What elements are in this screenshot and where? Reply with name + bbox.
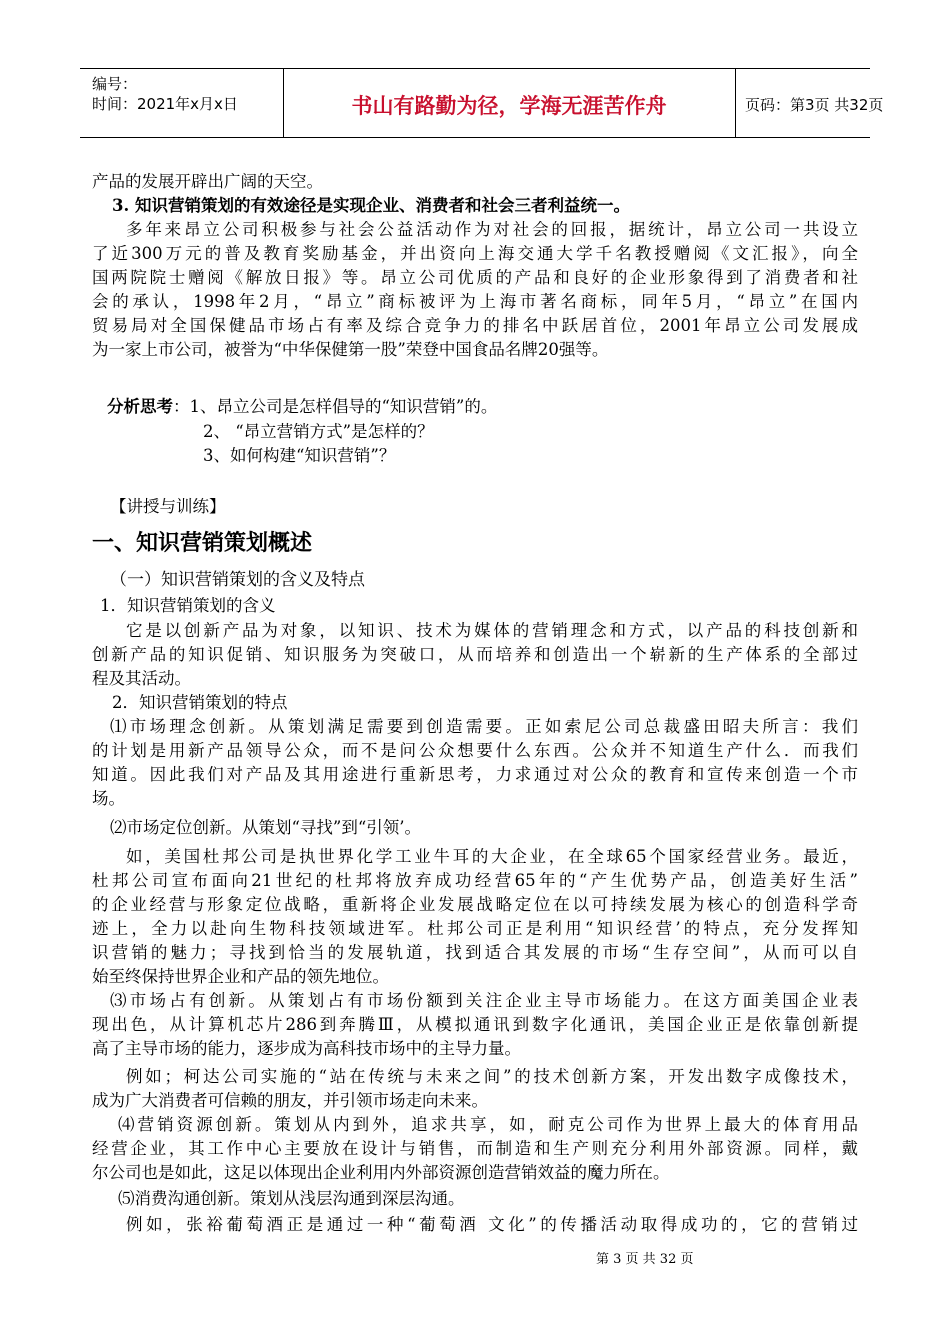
question-line: 3、如何构建“知识营销”？ bbox=[203, 446, 396, 465]
section-heading: 3. 知识营销策划的有效途径是实现企业、消费者和社会三者利益统一。 bbox=[112, 196, 630, 215]
question-text: ：1、昂立公司是怎样倡导的“知识营销”的。 bbox=[173, 397, 498, 416]
document-time-label: 时间：2021年x月x日 bbox=[92, 95, 238, 113]
question-line: 2、 “昂立营销方式”是怎样的？ bbox=[203, 422, 434, 441]
page-footer: 第 3 页 共 32 页 bbox=[596, 1252, 694, 1267]
paragraph-line: 高了主导市场的能力，逐步成为高科技市场中的主导力量。 bbox=[92, 1039, 521, 1058]
paragraph-line: ⑷营销资源创新。策划从内到外，追求共享，如，耐克公司作为世界上最大的体育用品 bbox=[118, 1115, 858, 1134]
paragraph-line: ⑴市场理念创新。从策划满足需要到创造需要。正如索尼公司总裁盛田昭夫所言：我们 bbox=[110, 717, 858, 736]
item-heading: 2．知识营销策划的特点 bbox=[112, 693, 288, 712]
header-page-cell bbox=[735, 69, 884, 137]
header-motto-cell bbox=[283, 69, 736, 137]
chapter-heading: 一、知识营销策划概述 bbox=[92, 531, 313, 556]
subsection-heading: （一）知识营销策划的含义及特点 bbox=[110, 570, 365, 590]
section-label: 【讲授与训练】 bbox=[110, 497, 226, 516]
paragraph-line: 场。 bbox=[92, 789, 125, 808]
header-page-number: 页码：第3页 共32页 bbox=[745, 96, 884, 114]
page-header bbox=[80, 68, 884, 138]
paragraph-line: 的计划是用新产品领导公众，而不是问公众想要什么东西。公众并不知道生产什么．而我们 bbox=[92, 741, 858, 760]
paragraph-line: 多年来昂立公司积极参与社会公益活动作为对社会的回报，据统计，昂立公司一共设立 bbox=[126, 220, 858, 239]
paragraph-line: 成为广大消费者可信赖的朋友，并引领市场走向未来。 bbox=[92, 1091, 488, 1110]
paragraph-line: 例如，张裕葡萄酒正是通过一种“葡萄酒 文化”的传播活动取得成功的，它的营销过 bbox=[126, 1215, 858, 1234]
header-motto: 书山有路勤为径，学海无涯苦作舟 bbox=[351, 94, 667, 118]
paragraph-line: 例如；柯达公司实施的“站在传统与未来之间”的技术创新方案，开发出数字成像技术， bbox=[126, 1067, 858, 1086]
paragraph-line: 现出色，从计算机芯片286到奔腾Ⅲ，从模拟通讯到数字化通讯，美国企业正是依靠创新提 bbox=[92, 1015, 858, 1034]
paragraph-line: ⑶市场占有创新。从策划占有市场份额到关注企业主导市场能力。在这方面美国企业表 bbox=[110, 991, 858, 1010]
question-label: 分析思考 bbox=[107, 397, 173, 416]
paragraph-line: 产品的发展开辟出广阔的天空。 bbox=[92, 172, 323, 191]
paragraph-line: 国两院院士赠阅《解放日报》等。昂立公司优质的产品和良好的企业形象得到了消费者和社 bbox=[92, 268, 858, 287]
paragraph-line: 了近300万元的普及教育奖励基金，并出资向上海交通大学千名教授赠阅《文汇报》，向全 bbox=[92, 244, 858, 263]
paragraph-line: 创新产品的知识促销、知识服务为突破口，从而培养和创造出一个崭新的生产体系的全部过 bbox=[92, 645, 858, 664]
paragraph-line: 尔公司也是如此，这足以体现出企业利用内外部资源创造营销效益的魔力所在。 bbox=[92, 1163, 670, 1182]
paragraph-line: 始至终保持世界企业和产品的领先地位。 bbox=[92, 967, 389, 986]
paragraph-line: 经营企业，其工作中心主要放在设计与销售，而制造和生产则充分利用外部资源。同样，戴 bbox=[92, 1139, 858, 1158]
item-heading: 1．知识营销策划的含义 bbox=[100, 596, 276, 615]
paragraph-line: 迹上，全力以赴向生物科技领域进军。杜邦公司正是利用“知识经营’的特点，充分发挥知 bbox=[92, 919, 858, 938]
paragraph-line: 贸易局对全国保健品市场占有率及综合竞争力的排名中跃居首位，2001年昂立公司发展成 bbox=[92, 316, 858, 335]
paragraph-line: 识营销的魅力；寻找到恰当的发展轨道，找到适合其发展的市场“生存空间”，从而可以自 bbox=[92, 943, 858, 962]
paragraph-line: 会的承认，1998年2月，“昂立”商标被评为上海市著名商标，同年5月，“昂立”在国内 bbox=[92, 292, 858, 311]
paragraph-line: 杜邦公司宣布面向21世纪的杜邦将放弃成功经营65年的“产生优势产品，创造美好生活” bbox=[92, 871, 858, 890]
header-meta-cell bbox=[80, 69, 284, 137]
paragraph-line: ⑸消费沟通创新。策划从浅层沟通到深层沟通。 bbox=[118, 1189, 465, 1208]
paragraph-line: 知道。因此我们对产品及其用途进行重新思考，力求通过对公众的教育和宣传来创造一个市 bbox=[92, 765, 858, 784]
paragraph-line: 如，美国杜邦公司是执世界化学工业牛耳的大企业，在全球65个国家经营业务。最近， bbox=[126, 847, 858, 866]
paragraph-line: 程及其活动。 bbox=[92, 669, 191, 688]
question-line bbox=[107, 395, 497, 419]
paragraph-line: 它是以创新产品为对象，以知识、技术为媒体的营销理念和方式，以产品的科技创新和 bbox=[126, 621, 858, 640]
paragraph-line: 为一家上市公司，被誉为“中华保健第一股”荣登中国食品名牌20强等。 bbox=[92, 340, 609, 359]
document-number-label: 编号： bbox=[92, 75, 138, 93]
paragraph-line: 的企业经营与形象定位战略，重新将企业发展战略定位在以可持续发展为核心的创造科学奇 bbox=[92, 895, 858, 914]
paragraph-line: ⑵市场定位创新。从策划“寻找”到“引领’。 bbox=[110, 818, 422, 837]
